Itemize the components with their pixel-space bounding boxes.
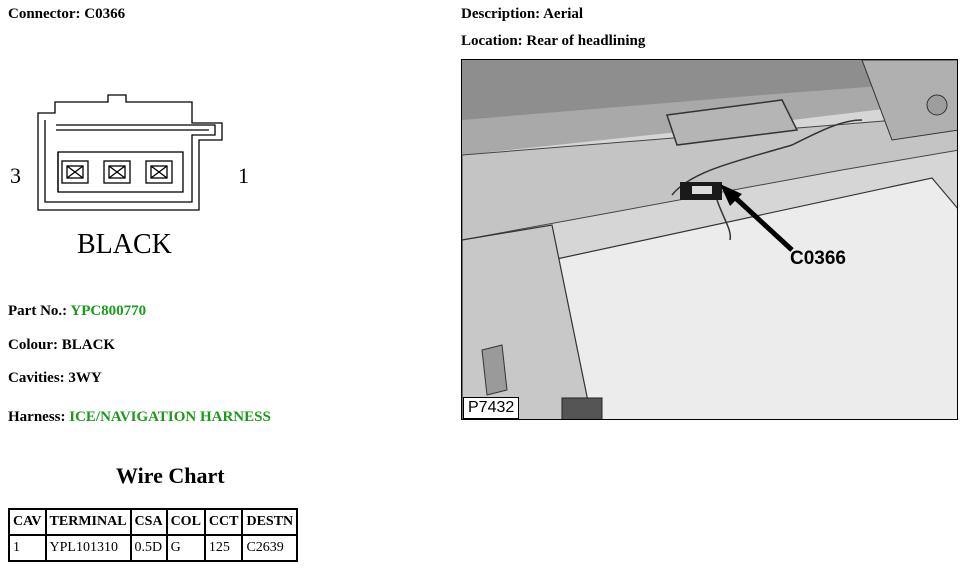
wire-chart-table	[8, 508, 298, 562]
diagram-colour-text: BLACK	[77, 229, 172, 260]
pin-left-number: 3	[10, 163, 21, 188]
connector-label: Connector:	[8, 6, 81, 22]
colour-label: Colour:	[8, 337, 58, 353]
harness-line	[8, 409, 271, 426]
cell-terminal: YPL101310	[46, 535, 131, 561]
connector-outline	[0, 80, 260, 270]
part-no-line	[8, 303, 146, 320]
header-col: COL	[167, 509, 205, 535]
header-cct: CCT	[205, 509, 243, 535]
cell-destn[interactable]: C2639	[242, 535, 297, 561]
location-label: Location:	[461, 33, 523, 49]
connector-value: C0366	[84, 6, 126, 22]
photo-callout-label: C0366	[790, 248, 846, 269]
headlining-illustration	[462, 60, 958, 420]
header-terminal: TERMINAL	[46, 509, 131, 535]
harness-label: Harness:	[8, 409, 66, 425]
header-destn: DESTN	[242, 509, 297, 535]
pin-right-number: 1	[238, 163, 249, 188]
description-line	[461, 6, 583, 23]
connector-diagram	[0, 80, 260, 270]
wire-chart-title: Wire Chart	[116, 463, 225, 488]
colour-line	[8, 337, 115, 354]
cell-csa: 0.5D	[131, 535, 167, 561]
location-photo	[461, 59, 958, 420]
cavities-value: 3WY	[68, 370, 102, 386]
part-no-label: Part No.:	[8, 303, 68, 319]
location-value: Rear of headlining	[526, 33, 646, 49]
cavities-line	[8, 370, 102, 387]
header-cav: CAV	[9, 509, 46, 535]
wire-chart-header-row	[9, 509, 297, 535]
description-label: Description:	[461, 6, 541, 22]
description-value: Aerial	[543, 6, 584, 22]
part-no-link[interactable]: YPC800770	[70, 303, 147, 319]
cell-col: G	[167, 535, 205, 561]
table-row	[9, 535, 297, 561]
harness-link[interactable]: ICE/NAVIGATION HARNESS	[69, 409, 271, 425]
header-csa: CSA	[131, 509, 167, 535]
cell-cav: 1	[9, 535, 46, 561]
location-line	[461, 33, 645, 50]
connector-line	[8, 6, 125, 23]
cavities-label: Cavities:	[8, 370, 65, 386]
colour-value: BLACK	[61, 337, 116, 353]
photo-plate-number: P7432	[463, 397, 519, 419]
cell-cct: 125	[205, 535, 243, 561]
